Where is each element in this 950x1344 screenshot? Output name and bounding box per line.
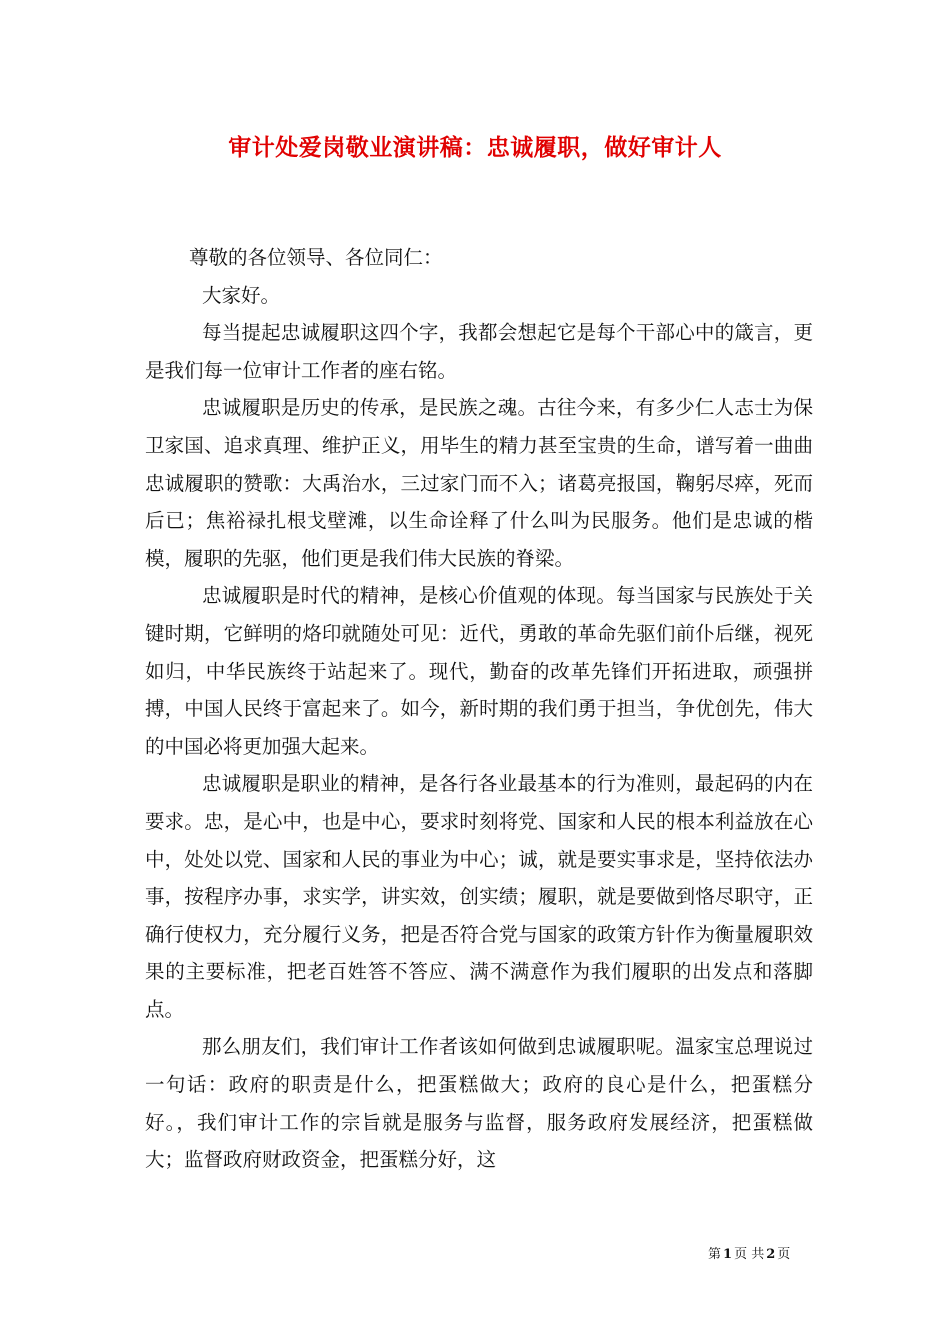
paragraph-1: 每当提起忠诚履职这四个字，我都会想起它是每个干部心中的箴言，更是我们每一位审计工作者的座右铭。 [145, 321, 813, 382]
paragraph-3: 忠诚履职是时代的精神，是核心价值观的体现。每当国家与民族处于关键时期，它鲜明的烙印就随处可见：近代，勇敢的革命先驱们前仆后继，视死如归，中华民族终于站起来了。现代，勤奋的改革先锋们开拓进取，顽强拼搏，中国人民终于富起来了。如今，新时期的我们勇于担当，争优创先，伟大的中国必将更加强大起来。 [145, 584, 813, 758]
paragraph-5: 那么朋友们，我们审计工作者该如何做到忠诚履职呢。温家宝总理说过一句话：政府的职责是什么，把蛋糕做大；政府的良心是什么，把蛋糕分好。，我们审计工作的宗旨就是服务与监督，服务政府发展经济，把蛋糕做大；监督政府财政资金，把蛋糕分好，这 [145, 1035, 813, 1172]
paragraph-2: 忠诚履职是历史的传承，是民族之魂。古往今来，有多少仁人志士为保卫家国、追求真理、维护正义，用毕生的精力甚至宝贵的生命，谱写着一曲曲忠诚履职的赞歌：大禹治水，三过家门而不入；诸葛亮报国，鞠躬尽瘁，死而后已；焦裕禄扎根戈壁滩，以生命诠释了什么叫为民服务。他们是忠诚的楷模，履职的先驱，他们更是我们伟大民族的脊梁。 [145, 396, 813, 570]
page-footer [708, 1246, 790, 1264]
page-title: 审计处爱岗敬业演讲稿：忠诚履职，做好审计人 [228, 134, 722, 161]
current-page-number: 1 [723, 1247, 733, 1262]
greeting: 大家好。 [202, 283, 281, 307]
salutation: 尊敬的各位领导、各位同仁： [189, 246, 443, 269]
footer-suffix: 页 [777, 1247, 791, 1262]
paragraph-4: 忠诚履职是职业的精神，是各行各业最基本的行为准则，最起码的内在要求。忠，是心中，也是中心，要求时刻将党、国家和人民的根本利益放在心中，处处以党、国家和人民的事业为中心；诚，就是要实事求是，坚持依法办事，按程序办事，求实学，讲实效，创实绩；履职，就是要做到恪尽职守，正确行使权力，充分履行义务，把是否符合党与国家的政策方针作为衡量履职效果的主要标准，把老百姓答不答应、满不满意作为我们履职的出发点和落脚点。 [145, 772, 813, 1021]
document-body [145, 239, 813, 1179]
footer-middle: 页 共 [734, 1247, 765, 1262]
footer-prefix: 第 [708, 1247, 722, 1262]
total-pages-number: 2 [766, 1247, 776, 1262]
